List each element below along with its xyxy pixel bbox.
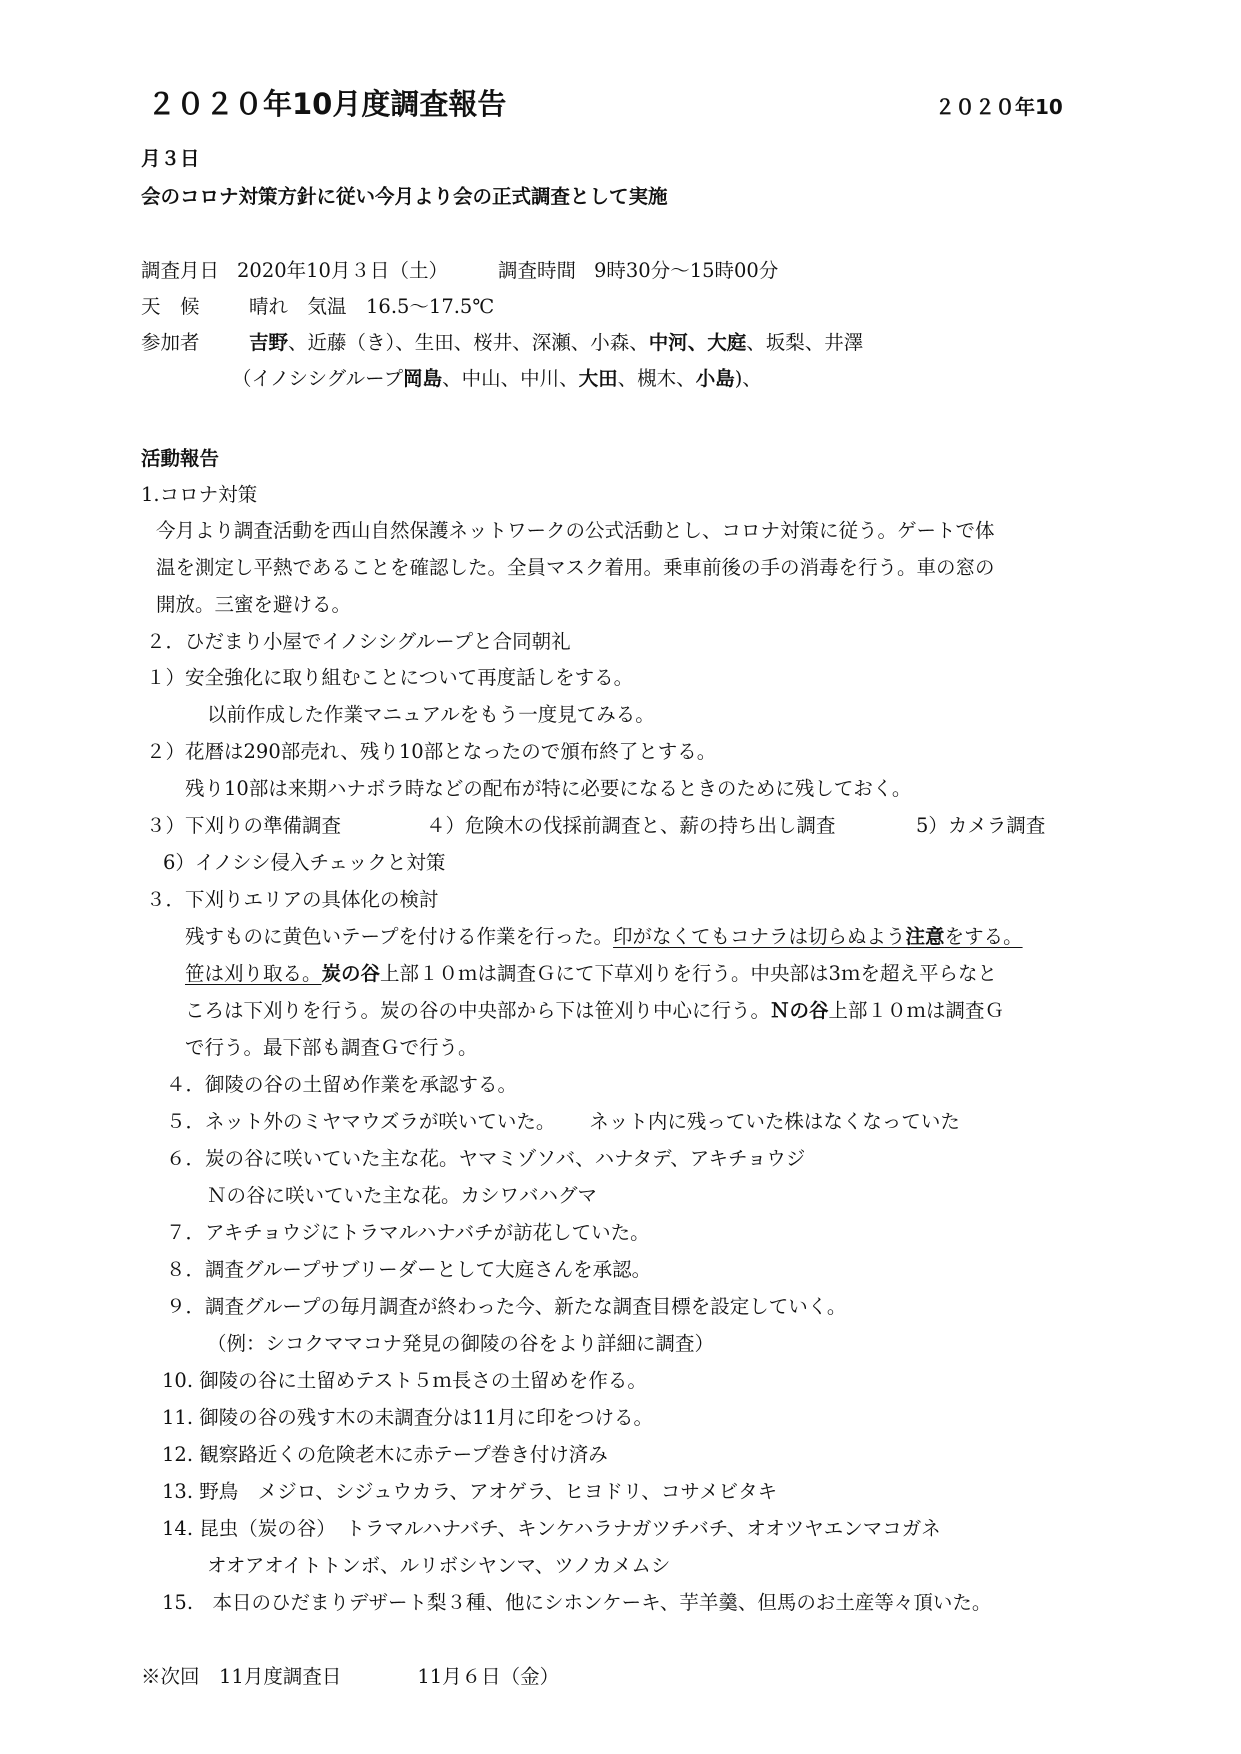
section-title: ３．下刈りエリアの具体化の検討	[146, 888, 439, 911]
list-item: 14. 昆虫（炭の谷） トラマルハナバチ、キンケハラナガツチバチ、オオツヤエンマコガネ	[162, 1517, 941, 1540]
paragraph-line: で行う。最下部も調査Ｇで行う。	[185, 1036, 478, 1059]
text-run: ５．ネット外のミヤマウズラが咲いていた。	[166, 1110, 556, 1133]
paragraph-line	[185, 961, 997, 987]
list-item: １）安全強化に取り組むことについて再度話しをする。	[146, 666, 634, 689]
survey-date-label: 調査月日	[141, 259, 220, 282]
paragraph-line	[185, 924, 1023, 950]
next-survey-label: ※次回 11月度調査日	[141, 1665, 342, 1688]
list-item: 15. 本日のひだまりデザート梨３種、他にシホンケーキ、芋羊羹、但馬のお土産等々頂いた。	[162, 1591, 992, 1614]
section-title: ２．ひだまり小屋でイノシシグループと合同朝礼	[146, 630, 571, 653]
paragraph-line: 開放。三蜜を避ける。	[156, 593, 352, 616]
paragraph-line: 今月より調査活動を西山自然保護ネットワークの公式活動とし、コロナ対策に従う。ゲートで体	[156, 519, 995, 542]
participants-list: 、坂梨、井澤	[746, 331, 864, 354]
text-run: 残すものに黄色いテープを付ける作業を行った。	[185, 925, 614, 948]
participant-highlight: 小島	[695, 367, 735, 390]
next-survey-row	[141, 1664, 559, 1690]
list-item-detail: 残り10部は来期ハナボラ時などの配布が特に必要になるときのために残しておく。	[185, 777, 912, 800]
underlined-text: をする。	[944, 925, 1023, 948]
participant-highlight: 中河、大庭	[648, 331, 747, 354]
text-run: 上部１０ｍは調査Ｇにて下草刈りを行う。中央部は3ｍを超え平らなと	[380, 962, 997, 985]
list-item: ８．調査グループサブリーダーとして大庭さんを承認。	[166, 1258, 652, 1281]
weather-row	[141, 294, 494, 320]
participant-highlight: 吉野	[249, 331, 289, 354]
list-item-detail: オオアオイトトンボ、ルリボシヤンマ、ツノカメムシ	[207, 1554, 671, 1577]
survey-time-label: 調査時間	[497, 259, 576, 282]
list-item: 5）カメラ調査	[916, 814, 1046, 837]
page-title: ２０２０年10月度調査報告	[147, 87, 507, 121]
survey-date-row	[141, 258, 778, 284]
list-item: ９．調査グループの毎月調査が終わった今、新たな調査目標を設定していく。	[166, 1295, 847, 1318]
list-item-detail: （例：シコクママコナ発見の御陵の谷をより詳細に調査）	[207, 1332, 715, 1355]
weather-value: 晴れ 気温 16.5～17.5℃	[249, 295, 495, 318]
list-item-detail: 以前作成した作業マニュアルをもう一度見てみる。	[207, 703, 655, 726]
list-item	[166, 1109, 960, 1135]
participants-list: 、中山、中川、	[442, 367, 579, 390]
report-date: ２０２０年10	[935, 95, 1063, 119]
text-run: ころは下刈りを行う。炭の谷の中央部から下は笹刈り中心に行う。	[185, 999, 771, 1022]
weather-label: 天 候	[141, 295, 200, 318]
report-date-continued: 月３日	[141, 147, 200, 170]
participant-highlight: 大田	[578, 367, 618, 390]
list-item: 6）イノシシ侵入チェックと対策	[163, 851, 446, 874]
list-item-detail: Ｎの谷に咲いていた主な花。カシワバハグマ	[207, 1184, 598, 1207]
list-item: ６．炭の谷に咲いていた主な花。ヤマミゾソバ、ハナタデ、アキチョウジ	[166, 1147, 806, 1170]
participants-list: 、近藤（き）、生田、桜井、深瀬、小森、	[288, 331, 649, 354]
underlined-emphasis: 注意	[905, 925, 945, 948]
list-item: 13. 野鳥 メジロ、シジュウカラ、アオゲラ、ヒヨドリ、コサメビタキ	[162, 1480, 778, 1503]
place-name: 炭の谷	[321, 962, 381, 985]
text-run: ネット内に残っていた株はなくなっていた	[589, 1110, 960, 1133]
list-item: 12. 観察路近くの危険老木に赤テープ巻き付け済み	[162, 1443, 608, 1466]
participants-label: 参加者	[141, 331, 200, 354]
participants-list: )、	[734, 367, 762, 390]
survey-date-value: 2020年10月３日（土）	[237, 259, 448, 282]
paragraph-line: 温を測定し平熱であることを確認した。全員マスク着用。乗車前後の手の消毒を行う。車の窓の	[156, 556, 995, 579]
list-item: ４．御陵の谷の土留め作業を承認する。	[166, 1073, 518, 1096]
participants-list: 、槻木、	[617, 367, 696, 390]
list-item: ７．アキチョウジにトラマルハナバチが訪花していた。	[166, 1221, 650, 1244]
underlined-text: 印がなくてもコナラは切らぬよう	[613, 925, 906, 948]
next-survey-date: 11月６日（金）	[417, 1665, 560, 1688]
section-title: 1.コロナ対策	[141, 483, 258, 506]
text-run: 上部１０ｍは調査Ｇ	[828, 999, 1005, 1022]
place-name: Ｎの谷	[770, 999, 829, 1022]
section-heading: 活動報告	[141, 447, 220, 470]
list-item: 10. 御陵の谷に土留めテスト５ｍ長さの土留めを作る。	[162, 1369, 647, 1392]
participants-row-2	[232, 366, 762, 392]
participants-row	[141, 330, 863, 356]
list-item: ２）花暦は290部売れ、残り10部となったので頒布終了とする。	[146, 740, 717, 763]
list-item: ３）下刈りの準備調査	[146, 814, 342, 837]
underlined-text: 笹は刈り取る。	[185, 962, 322, 985]
participants-list: （イノシシグループ	[232, 367, 404, 390]
list-item: 11. 御陵の谷の残す木の未調査分は11月に印をつける。	[162, 1406, 654, 1429]
paragraph-line	[185, 998, 1004, 1024]
list-item: ４）危険木の伐採前調査と、薪の持ち出し調査	[426, 814, 836, 837]
subtitle: 会のコロナ対策方針に従い今月より会の正式調査として実施	[141, 185, 668, 208]
participant-highlight: 岡島	[403, 367, 443, 390]
survey-time-value: 9時30分～15時00分	[593, 259, 779, 282]
